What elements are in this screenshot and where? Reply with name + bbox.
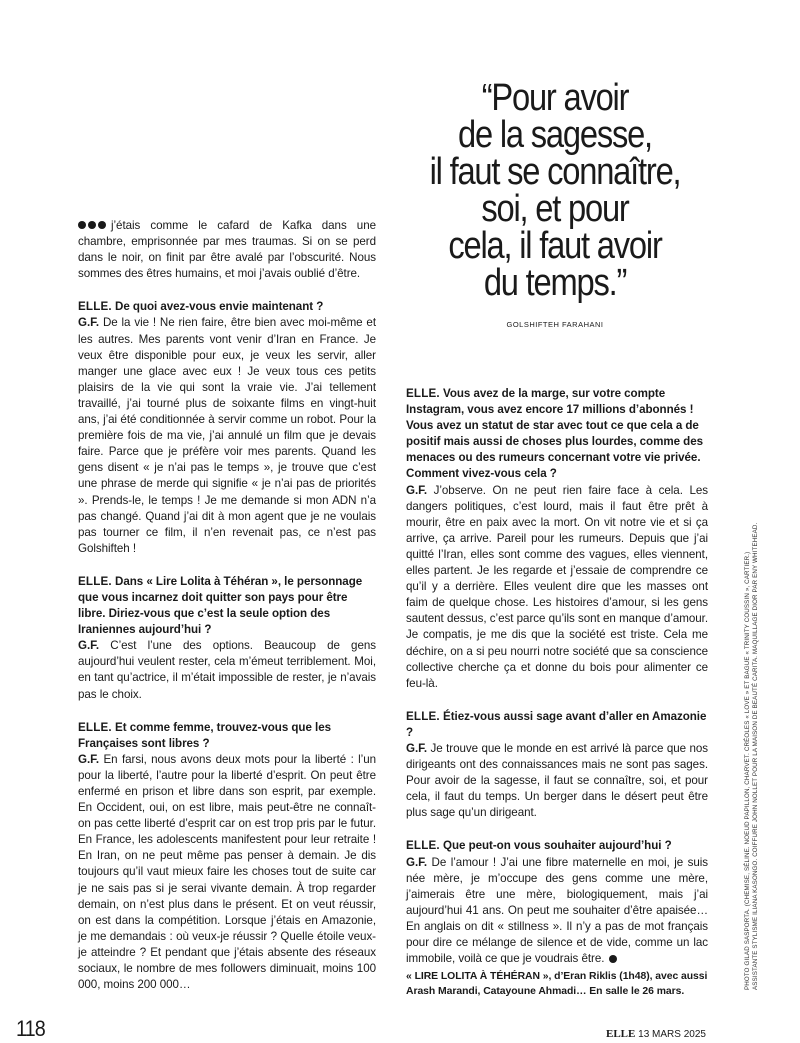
photo-credit <box>744 490 761 990</box>
question <box>406 709 708 741</box>
answer <box>78 638 376 702</box>
interview-section <box>78 574 376 703</box>
issue-date: 13 MARS 2025 <box>638 1029 706 1040</box>
question-text: Que peut-on vous souhaiter aujourd’hui ? <box>443 839 672 853</box>
question <box>78 574 376 638</box>
intro-paragraph <box>78 218 376 282</box>
pull-quote <box>422 77 689 304</box>
pull-quote-line: cela, il faut avoir <box>448 225 662 267</box>
answer-text: Je trouve que le monde en est arrivé là parce que nos dirigeants ont des connaissances mais ne sont pas sages. Pour avoir de la sagesse, il faut se connaître, soi, et pour cela, il faut du temps. Un berger dans le désert peut être plus sage qu’un dirigeant. <box>406 741 709 820</box>
question-prefix: ELLE. <box>78 720 112 734</box>
question-prefix: ELLE. <box>406 839 440 853</box>
answer-prefix: G.F. <box>406 855 428 869</box>
answer-prefix: G.F. <box>406 483 428 497</box>
pull-quote-line: soi, et pour <box>481 188 629 230</box>
question-prefix: ELLE. <box>406 387 440 400</box>
right-column <box>406 386 708 1010</box>
intro-text: j’étais comme le cafard de Kafka dans une chambre, emprisonnée par mes traumas. Si on se perd dans le noir, on finit par être avalé par l’obscurité. Nous sommes des êtres humains, et moi j’avais oublié d’être. <box>78 219 376 281</box>
answer-text: C’est l’une des options. Beaucoup de gens aujourd’hui veulent rester, cela m’émeut terriblement. Moi, en tant qu’actrice, il m’était impossible de rester, je n’avais pas le choix. <box>78 639 377 701</box>
answer-text: En farsi, nous avons deux mots pour la liberté : l’un pour la liberté, l’autre pour la liberté d’esprit. On peut être enfermé en prison et libre dans son esprit, par exemple. En Occident, oui, on est libre, mais peut-être ne connaît-on pas cette liberté d’esprit car on est trop pris par le futur. En France, les adolescents manifestent pour leur retraite ! En Iran, on ne peut même pas penser à demain. Je dis toujours qu’il vaut mieux faire les choses tout de suite car je ne sais pas si je serai vivante demain. À trop regarder demain, on n’est plus dans le présent. Et on veut réussir, on est dans la compétition. Lorsque j’étais en Amazonie, je me demandais : où veux-je réussir ? Quelle étoile veux-je atteindre ? Et pendant que j’étais absente des réseaux sociaux, le nombre de mes followers diminuait, moins 100 000, moins 200 000… <box>78 752 376 992</box>
film-caption: « LIRE LOLITA À TÉHÉRAN », d’Eran Riklis (1h48), avec aussi Arash Marandi, Catayoune Ahmadi… En salle le 26 mars. <box>406 971 708 998</box>
end-mark-icon <box>609 955 617 963</box>
answer-prefix: G.F. <box>78 752 100 766</box>
photo-credit-line: PHOTO GILAD SASPORTA. (CHEMISE, SÉLINE. NOEUD PAPILLON, CHARVET. CRÉOLES « LOVE » ET BAGUE « TRINITY COUSSIN », CARTIER.) <box>744 551 751 990</box>
answer <box>78 752 376 993</box>
question <box>406 386 708 483</box>
question-text: Et comme femme, trouvez-vous que les Françaises sont libres ? <box>78 720 331 750</box>
answer-text: De la vie ! Ne rien faire, être bien avec moi-même et les autres. Mes parents vont venir d’Iran en France. Je veux être disponible pour eux, je veux les servir, aller manger une glace avec eux ! Je veux tous ces petits plaisirs de la vie qui sont la vraie vie. J’ai tellement travaillé, j’ai tourné plus de soixante films en vingt-huit ans, j’ai été conditionnée à servir comme un robot. Pour la première fois de ma vie, j’ai annulé un film que je devais faire. Parce que je préfère voir mes parents. Quand les gens disent « je n’ai pas le temps », je trouve que c’est une phrase de merde qui signifie « je n’ai pas de priorités ». Prends-le, le temps ! Je me demande si mon ADN n’a pas changé. Quand j’ai dit à mon agent que je ne voulais pas tourner ce film, il n’en revenait pas, ce n’est pas Golshifteh ! <box>78 316 377 555</box>
pull-quote-line: “Pour avoir <box>481 77 629 119</box>
interview-section <box>78 299 376 557</box>
question-prefix: ELLE. <box>78 300 112 314</box>
pull-quote-line: du temps.” <box>483 262 627 304</box>
pull-quote-line: il faut se connaître, <box>429 151 681 193</box>
pull-quote-line: de la sagesse, <box>458 114 652 156</box>
answer-text: J’observe. On ne peut rien faire face à cela. Les dangers politiques, c’est lourd, mais il faut être prêt à mourir, être en paix avec la mort. On vit notre vie et si ça arrive, ça arrive. Pareil pour les rumeurs. Depuis que j’ai quitté l’Iran, elles sont comme des vagues, elles viennent, elles partent. Je les regarde et j’essaie de comprendre ce qu’il y a derrière. Elles veulent dire que les masses ont faim de quelque chose. Les histoires d’amour, si les gens sautent dessus, c’est parce qu’ils sont en manque d’amour. Je compatis, je me dis que la société est triste. Cela me déchire, on a si peu nourri notre société que sa conscience collective cherche ça et donne du bois pour alimenter ce feu-là. <box>406 483 708 690</box>
quote-author: GOLSHIFTEH FARAHANI <box>506 320 604 329</box>
question-prefix: ELLE. <box>78 574 112 588</box>
question-text: De quoi avez-vous envie maintenant ? <box>115 300 324 314</box>
answer-text: De l’amour ! J’ai une fibre maternelle en moi, je suis née mère, je m’occupe des gens comme une mère, j’aimerais être une mère, biologiquement, mais j’ai aujourd’hui 41 ans. On peut me souhaiter d’être apaisée… En anglais on dit « stillness ». Il n’y a pas de mot français pour dire ce mélange de silence et de vide, comme un lac immobile, voilà ce que je voudrais être. <box>406 855 709 966</box>
question-text: Étiez-vous aussi sage avant d’aller en Amazonie ? <box>406 709 707 739</box>
question <box>78 299 376 315</box>
interview-section <box>406 709 708 822</box>
interview-section <box>406 386 708 692</box>
question-prefix: ELLE. <box>406 709 440 723</box>
answer <box>406 483 708 692</box>
question <box>78 720 376 752</box>
bullet-dots-icon <box>78 221 106 229</box>
answer <box>406 855 708 968</box>
answer-prefix: G.F. <box>406 741 428 755</box>
question-text: Vous avez de la marge, sur votre compte Instagram, vous avez encore 17 millions d’abonnés ! Vous avez un statut de star avec tout ce que cela a de positif mais aussi de choses plus lourdes, comme des menaces ou des rumeurs concernant votre vie privée. Comment vivez-vous cela ? <box>406 387 704 481</box>
footer-magazine <box>606 1028 706 1040</box>
question-text: Dans « Lire Lolita à Téhéran », le personnage que vous incarnez doit quitter son pays pour être libre. Diriez-vous que c’est la seule option des Iraniennes aujourd’hui ? <box>78 574 363 637</box>
page-number: 118 <box>16 1016 45 1041</box>
answer-prefix: G.F. <box>78 316 100 330</box>
left-column <box>78 218 376 993</box>
magazine-name: ELLE <box>606 1028 636 1040</box>
answer <box>406 741 708 821</box>
answer <box>78 315 376 556</box>
question <box>406 838 708 854</box>
photo-credit-line: ASSISTANTE STYLISME ILIANA KASONGO. COIFFURE JOHN NOLLET POUR LA MAISON DE BEAUTÉ CARITA. MAQUILLAGE DIOR PAR ENY WHITEHEAD. <box>752 522 760 990</box>
interview-section <box>78 720 376 994</box>
answer-prefix: G.F. <box>78 639 100 653</box>
interview-section <box>406 838 708 967</box>
